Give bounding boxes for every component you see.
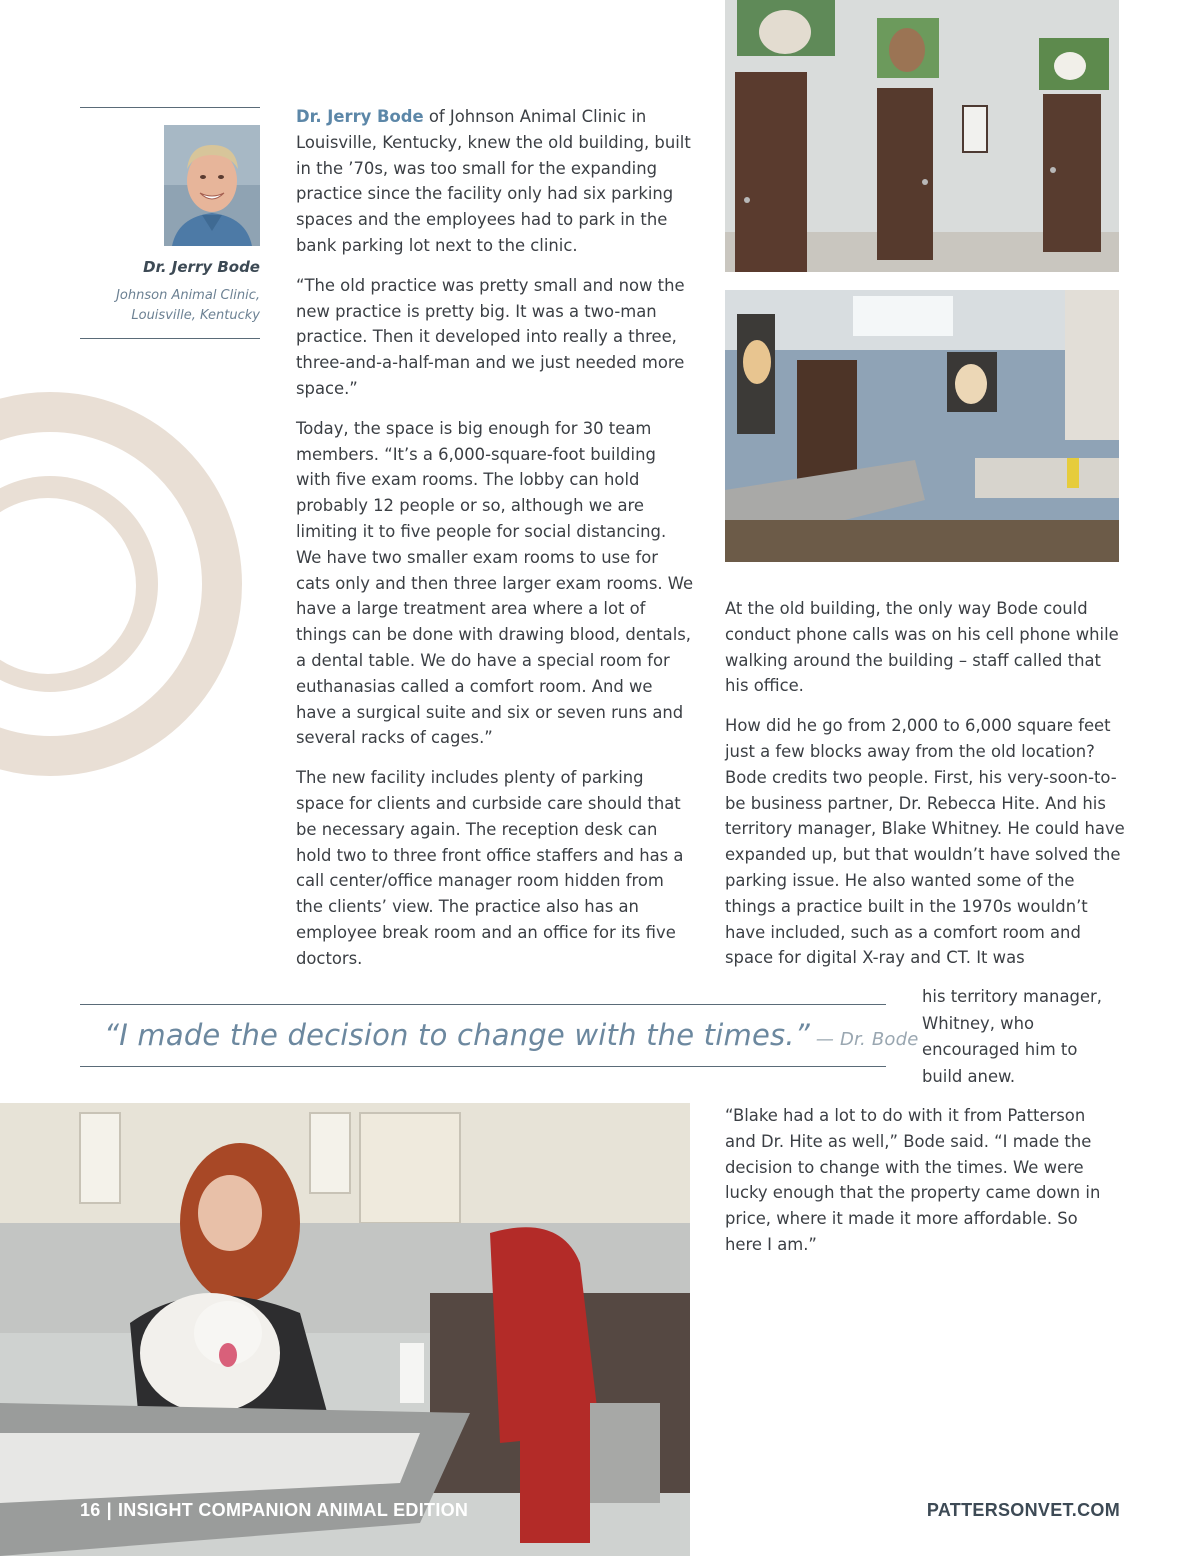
paragraph-5: At the old building, the only way Bode could conduct phone calls was on his cell phone while walking around the building – staff called that his office.	[725, 599, 1119, 696]
pull-quote-text: “I made the decision to change with the times.”	[104, 1018, 810, 1052]
caption-org-line-1: Johnson Animal Clinic,	[116, 288, 260, 303]
paragraph-7: “Blake had a lot to do with it from Patterson and Dr. Hite as well,” Bode said. “I made the decision to change with the times. We were lucky enough that the property came down in price, where it made it more affordable. So here I am.”	[725, 1106, 1101, 1254]
portrait-caption-organization	[80, 286, 260, 326]
page-number: 16	[80, 1500, 101, 1520]
paragraph-6: How did he go from 2,000 to 6,000 square feet just a few blocks away from the old location? Bode credits two people. First, his very-soon-to-be business partner, Dr. Rebecca Hite. And his territory manager, Blake Whitney. He could have expanded up, but that wouldn’t have solved the parking issue. He also wanted some of the things a practice built in the 1970s wouldn’t have included, such as a comfort room and space for digital X-ray and CT. It was	[725, 716, 1125, 968]
sidebar-bottom-rule	[80, 338, 260, 339]
pull-quote-attribution: — Dr. Bode	[809, 1029, 919, 1050]
paragraph-2: “The old practice was pretty small and now the new practice is pretty big. It was a two-man practice. Then it developed into really a three, three-and-a-half-man and we just needed more space.”	[296, 275, 685, 398]
footer-publication	[80, 1500, 468, 1521]
publication-name: INSIGHT COMPANION ANIMAL EDITION	[117, 1500, 469, 1520]
caption-org-line-2: Louisville, Kentucky	[131, 308, 260, 323]
treatment-area-photo	[0, 1103, 690, 1556]
portrait-caption-name: Dr. Jerry Bode	[143, 258, 260, 276]
sidebar-top-rule	[80, 107, 260, 108]
paragraph-1	[296, 104, 694, 259]
lead-name: Dr. Jerry Bode	[296, 107, 424, 126]
paragraph-4: The new facility includes plenty of parking space for clients and curbside care should that be necessary again. The reception desk can hold two to three front office staffers and has a call center/office manager room hidden from the clients’ view. The practice also has an employee break room and an office for its five doctors.	[296, 768, 684, 968]
author-portrait	[164, 125, 260, 246]
footer-separator: |	[106, 1500, 112, 1520]
exam-room-photo	[725, 290, 1119, 562]
footer-website[interactable]: PATTERSONVET.COM	[926, 1500, 1120, 1520]
article-right-column	[725, 596, 1125, 971]
decorative-swirl	[0, 374, 260, 794]
paragraph-6-wrapped-end: his territory manager, Whitney, who encouraged him to build anew.	[922, 987, 1102, 1086]
pull-quote-bottom-rule	[80, 1066, 886, 1067]
pull-quote-top-rule	[80, 1004, 886, 1005]
pull-quote	[104, 1018, 919, 1052]
article-left-column	[296, 104, 694, 986]
paragraph-1-body: of Johnson Animal Clinic in Louisville, Kentucky, knew the old building, built in the ’70s, was too small for the expanding practice since the facility only had six parking spaces and the employees had to park in the bank parking lot next to the clinic.	[296, 107, 691, 255]
paragraph-3: Today, the space is big enough for 30 team members. “It’s a 6,000-square-foot building with five exam rooms. The lobby can hold probably 12 people or so, although we are limiting it to five people for social distancing. We have two smaller exam rooms to use for cats only and then three larger exam rooms. We have a large treatment area where a lot of things can be done with drawing blood, dentals, a dental table. We do have a special room for euthanasias called a comfort room. And we have a surgical suite and six or seven runs and several racks of cages.”	[296, 418, 694, 748]
hallway-doors-photo	[725, 0, 1119, 272]
article-right-column-lower	[725, 1103, 1115, 1272]
